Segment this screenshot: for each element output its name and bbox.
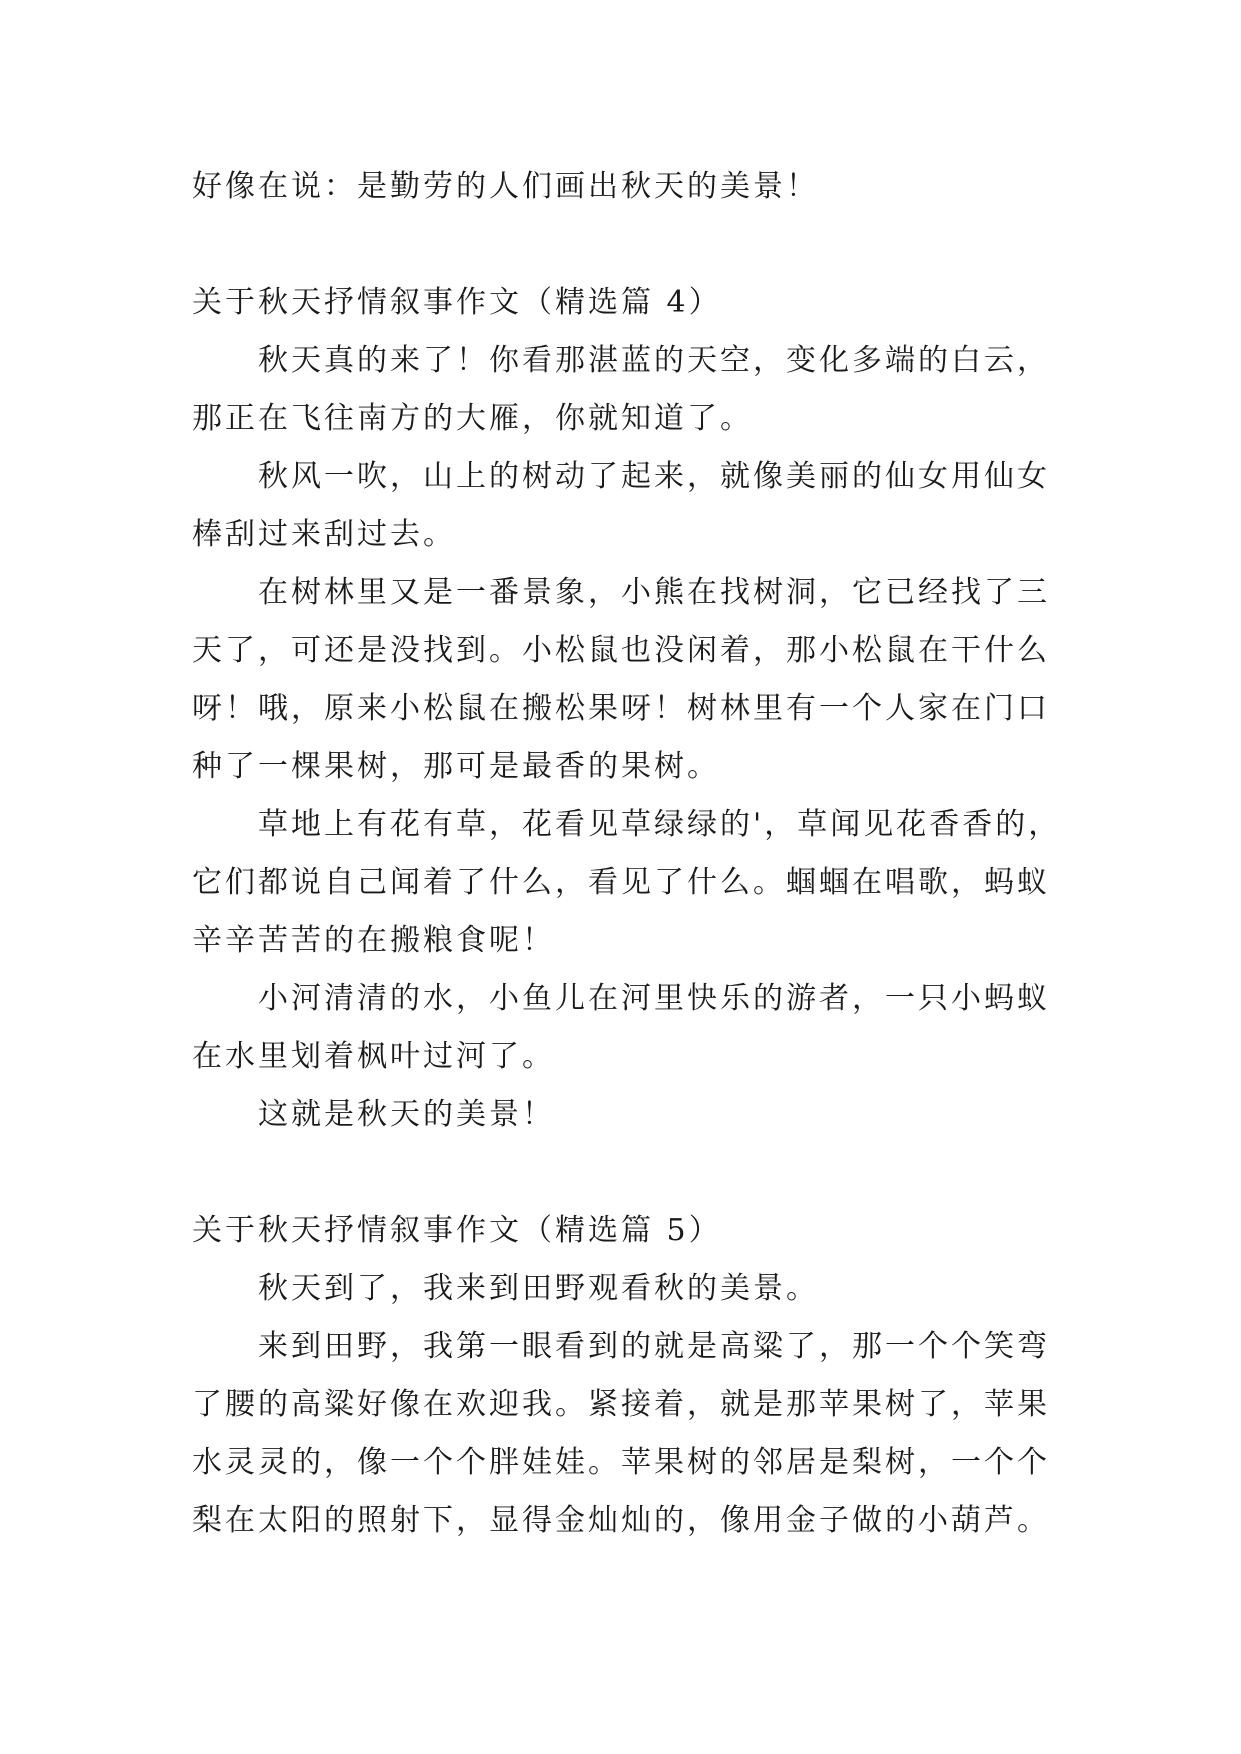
paragraph-line: 那正在飞往南方的大雁，你就知道了。 <box>192 401 753 436</box>
paragraph-line: 秋天到了，我来到田野观看秋的美景。 <box>258 1271 819 1306</box>
section-5-heading: 关于秋天抒情叙事作文（精选篇 5） <box>192 1213 722 1248</box>
section-gap <box>192 216 1072 274</box>
paragraph-line: 辛辛苦苦的在搬粮食呢！ <box>192 923 555 958</box>
paragraph-line: 在树林里又是一番景象，小熊在找树洞，它已经找了三 <box>258 575 1050 610</box>
section-4-paragraph-6 <box>192 1086 1072 1144</box>
section-5-paragraph-1 <box>192 1260 1072 1318</box>
intro-line: 好像在说：是勤劳的人们画出秋天的美景！ <box>192 169 819 204</box>
section-4-paragraph-1 <box>192 332 1072 448</box>
document-body <box>192 158 1072 1550</box>
section-gap <box>192 1144 1072 1202</box>
paragraph-line: 在水里划着枫叶过河了。 <box>192 1039 555 1074</box>
section-4-paragraph-5 <box>192 970 1072 1086</box>
paragraph-line: 它们都说自己闻着了什么，看见了什么。蝈蝈在唱歌，蚂蚁 <box>192 865 1050 900</box>
paragraph-line: 这就是秋天的美景！ <box>258 1097 555 1132</box>
section-4-paragraph-4 <box>192 796 1072 970</box>
paragraph-line: 秋天真的来了！你看那湛蓝的天空，变化多端的白云， <box>258 343 1050 378</box>
paragraph-line: 小河清清的水，小鱼儿在河里快乐的游者，一只小蚂蚁 <box>258 981 1050 1016</box>
paragraph-line: 了腰的高粱好像在欢迎我。紧接着，就是那苹果树了，苹果 <box>192 1387 1050 1422</box>
paragraph-line: 呀！哦，原来小松鼠在搬松果呀！树林里有一个人家在门口 <box>192 691 1050 726</box>
paragraph-line: 种了一棵果树，那可是最香的果树。 <box>192 749 720 784</box>
paragraph-line: 来到田野，我第一眼看到的就是高粱了，那一个个笑弯 <box>258 1329 1050 1364</box>
paragraph-line: 草地上有花有草，花看见草绿绿的'，草闻见花香香的， <box>258 807 1062 842</box>
section-4-heading: 关于秋天抒情叙事作文（精选篇 4） <box>192 285 722 320</box>
paragraph-line: 棒刮过来刮过去。 <box>192 517 456 552</box>
paragraph-line: 天了，可还是没找到。小松鼠也没闲着，那小松鼠在干什么 <box>192 633 1050 668</box>
section-4-paragraph-2 <box>192 448 1072 564</box>
section-4-paragraph-3 <box>192 564 1072 796</box>
section-5-paragraph-2 <box>192 1318 1072 1550</box>
paragraph-line: 秋风一吹，山上的树动了起来，就像美丽的仙女用仙女 <box>258 459 1050 494</box>
paragraph-line: 水灵灵的，像一个个胖娃娃。苹果树的邻居是梨树，一个个 <box>192 1445 1050 1480</box>
paragraph-line: 梨在太阳的照射下，显得金灿灿的，像用金子做的小葫芦。 <box>192 1503 1050 1538</box>
